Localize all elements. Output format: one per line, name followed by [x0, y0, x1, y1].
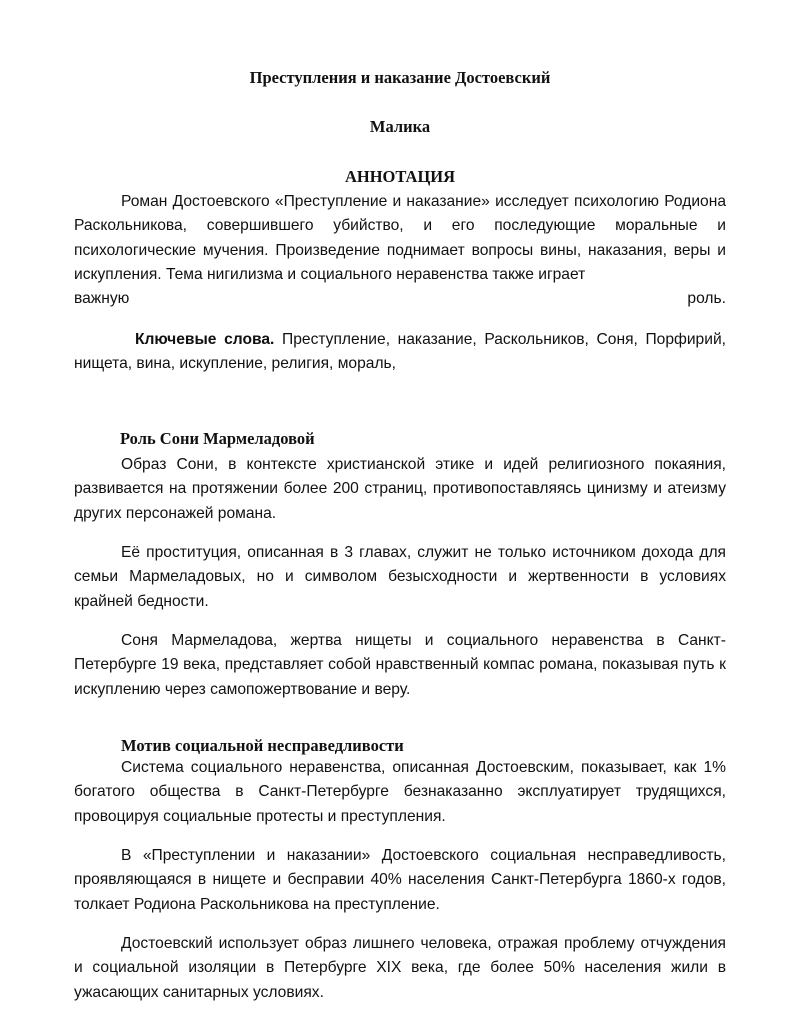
- document-page: [74, 0, 726, 1035]
- section-paragraph: Система социального неравенства, описанная Достоевским, показывает, как 1% богатого общества в Санкт-Петербурге безнаказанно эксплуатирует трудящихся, провоцируя социальные протесты и преступления.: [74, 759, 726, 825]
- author-name: Малика: [369, 117, 431, 136]
- annotation-paragraph: [74, 190, 726, 311]
- annotation-text-main: Роман Достоевского «Преступление и наказание» исследует психологию Родиона Раскольникова, совершившего убийство, и его последующие моральные и психологические мучения. Произведение поднимает вопросы вины, наказания, веры и искупления. Тема нигилизма и социального неравенства также играет: [74, 193, 726, 283]
- document-title: Преступления и наказание Достоевский: [249, 68, 551, 87]
- keywords-paragraph: [74, 328, 726, 377]
- section-heading-injustice: Мотив социальной несправедливости: [121, 736, 404, 755]
- keywords-label: Ключевые слова.: [135, 331, 275, 348]
- section-paragraph: Образ Сони, в контексте христианской этике и идей религиозного покаяния, развивается на протяжении более 200 страниц, противопоставляясь цинизму и атеизму других персонажей романа.: [74, 456, 726, 522]
- annotation-text-tail: важную роль.: [74, 290, 726, 308]
- annotation-heading: АННОТАЦИЯ: [344, 167, 456, 186]
- section-heading-sonya: Роль Сони Мармеладовой: [120, 429, 315, 448]
- section-paragraph: Её проституция, описанная в 3 главах, служит не только источником дохода для семьи Мармеладовых, но и символом безысходности и жертвенности в условиях крайней бедности.: [74, 544, 726, 610]
- section-paragraph: В «Преступлении и наказании» Достоевского социальная несправедливость, проявляющаяся в нищете и бесправии 40% населения Санкт-Петербурга 1860-х годов, толкает Родиона Раскольникова на преступление.: [74, 847, 726, 913]
- keywords-text: Преступление, наказание, Раскольников, Соня, Порфирий, нищета, вина, искупление, религия, мораль,: [74, 331, 726, 373]
- section-paragraph: Достоевский использует образ лишнего человека, отражая проблему отчуждения и социальной изоляции в Петербурге XIX века, где более 50% населения жили в ужасающих санитарных условиях.: [74, 935, 726, 1001]
- section-paragraph: Соня Мармеладова, жертва нищеты и социального неравенства в Санкт-Петербурге 19 века, представляет собой нравственный компас романа, показывая путь к искуплению через самопожертвование и веру.: [74, 632, 726, 698]
